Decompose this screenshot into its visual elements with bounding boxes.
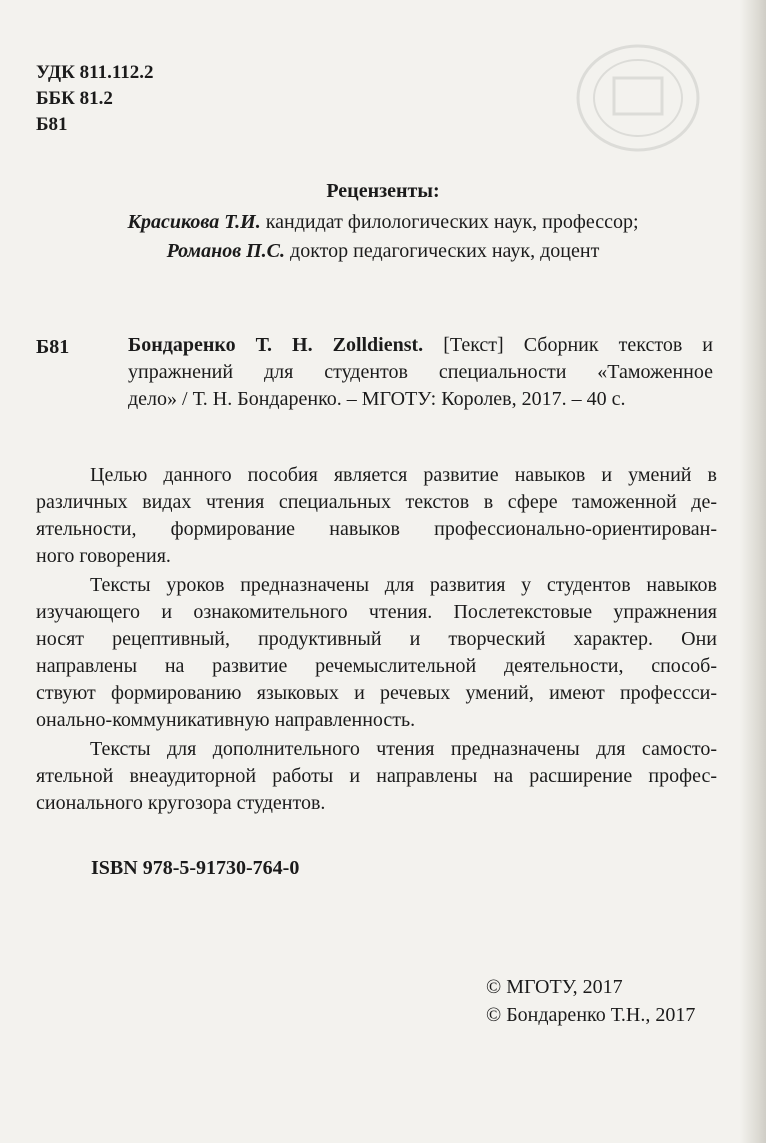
bbk-code: ББК 81.2 bbox=[36, 88, 113, 109]
reviewer-1 bbox=[0, 211, 766, 234]
biblio-text: [Текст] Сборник текстов и bbox=[423, 334, 713, 356]
bibliographic-description bbox=[128, 332, 713, 413]
annotation-paragraph-2 bbox=[36, 572, 717, 734]
paragraph-line: ятельной внеаудиторной работы и направлены на расширение профес- bbox=[36, 765, 717, 787]
reviewer-name: Романов П.С. bbox=[166, 240, 286, 262]
biblio-line bbox=[128, 332, 713, 359]
classification-codes bbox=[36, 60, 154, 138]
paragraph-line: различных видах чтения специальных текстов в сфере таможенной де- bbox=[36, 491, 717, 513]
biblio-line bbox=[128, 359, 713, 386]
paragraph-line: носят рецептивный, продуктивный и творческий характер. Они bbox=[36, 628, 717, 650]
udk-code: УДК 811.112.2 bbox=[36, 62, 154, 83]
reviewer-name: Красикова Т.И. bbox=[127, 211, 261, 233]
copyright-line: © Бондаренко Т.Н., 2017 bbox=[486, 1004, 696, 1026]
paragraph-line: ного говорения. bbox=[36, 545, 171, 567]
isbn: ISBN 978-5-91730-764-0 bbox=[91, 857, 300, 879]
annotation-paragraph-3 bbox=[36, 736, 717, 817]
page-edge-shadow bbox=[740, 0, 766, 1143]
paragraph-line: Целью данного пособия является развитие навыков и умений в bbox=[90, 464, 717, 486]
paragraph-line: онально-коммуникативную направленность. bbox=[36, 709, 416, 731]
paragraph-line: Тексты для дополнительного чтения предназначены для самосто- bbox=[90, 738, 717, 760]
reviewer-credentials: кандидат филологических наук, профессор; bbox=[260, 211, 639, 233]
paragraph-line: направлены на развитие речемыслительной деятельности, способ- bbox=[36, 655, 717, 677]
copyright-block bbox=[486, 973, 695, 1029]
bibliography-code: Б81 bbox=[36, 336, 70, 358]
show-through-text bbox=[130, 48, 550, 65]
paragraph-line: изучающего и ознакомительного чтения. Послетекстовые упражнения bbox=[36, 601, 717, 623]
reviewer-2 bbox=[0, 240, 766, 263]
paragraph-line: сионального кругозора студентов. bbox=[36, 792, 326, 814]
biblio-author-title: Бондаренко Т. Н. Zolldienst. bbox=[128, 334, 424, 356]
reviewers-title: Рецензенты: bbox=[326, 180, 440, 202]
reviewer-credentials: доктор педагогических наук, доцент bbox=[285, 240, 600, 262]
library-stamp-show-through bbox=[574, 42, 702, 154]
annotation-paragraph-1 bbox=[36, 462, 717, 570]
copyright-line: © МГОТУ, 2017 bbox=[486, 976, 623, 998]
author-mark: Б81 bbox=[36, 114, 68, 135]
biblio-text: упражнений для студентов специальности «Таможенное bbox=[128, 361, 713, 383]
annotation bbox=[36, 462, 717, 817]
paragraph-line: ятельности, формирование навыков профессионально-ориентирован- bbox=[36, 518, 717, 540]
paragraph-line: Тексты уроков предназначены для развития у студентов навыков bbox=[90, 574, 717, 596]
biblio-line bbox=[128, 386, 713, 413]
biblio-text: дело» / Т. Н. Бондаренко. – МГОТУ: Королев, 2017. – 40 с. bbox=[128, 388, 626, 410]
paragraph-line: ствуют формированию языковых и речевых умений, имеют профессси- bbox=[36, 682, 717, 704]
